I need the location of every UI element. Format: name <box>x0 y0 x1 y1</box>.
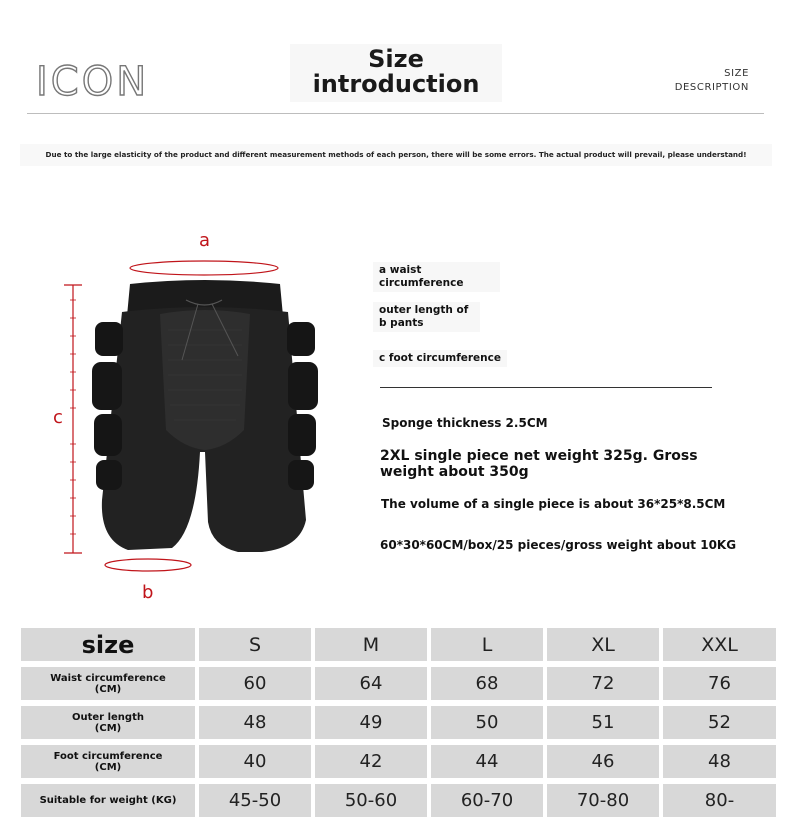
table-cell: 68 <box>431 667 543 700</box>
table-cell: 64 <box>315 667 427 700</box>
spec-waist-line2: circumference <box>379 277 464 289</box>
size-column-m: M <box>315 628 427 661</box>
table-cell: 40 <box>199 745 311 778</box>
table-cell: 49 <box>315 706 427 739</box>
spec-volume: The volume of a single piece is about 36*25*8.5CM <box>381 497 726 511</box>
page-title-line2: introduction <box>312 70 480 98</box>
table-cell: 72 <box>547 667 659 700</box>
table-cell: 42 <box>315 745 427 778</box>
table-row <box>21 667 776 700</box>
spec-weight <box>380 448 710 480</box>
table-cell: 70-80 <box>547 784 659 817</box>
spec-outer-length-line2: b pants <box>379 317 424 329</box>
size-column-xl: XL <box>547 628 659 661</box>
size-column-s: S <box>199 628 311 661</box>
size-column-xxl: XXL <box>663 628 776 661</box>
row-label-foot: Foot circumference (CM) <box>21 745 195 778</box>
row-label-weight: Suitable for weight (KG) <box>21 784 195 817</box>
table-cell: 50-60 <box>315 784 427 817</box>
padded-shorts-image <box>92 280 318 552</box>
spec-weight-line1: 2XL single piece net weight 325g. Gross <box>380 448 698 464</box>
spec-sponge: Sponge thickness 2.5CM <box>382 416 548 430</box>
brand-logo-text: ICON <box>36 59 150 105</box>
spec-weight-line2: weight about 350g <box>380 464 529 480</box>
table-row <box>21 706 776 739</box>
size-column-l: L <box>431 628 543 661</box>
size-table <box>17 622 780 823</box>
spec-outer-length-line1: outer length of <box>379 304 469 316</box>
table-row <box>21 784 776 817</box>
size-table-header: size <box>21 628 195 661</box>
foot-marker <box>105 559 191 571</box>
label-b: b <box>142 582 154 603</box>
size-description-line2: DESCRIPTION <box>674 82 749 93</box>
spec-divider <box>380 387 712 388</box>
table-cell: 80- <box>663 784 776 817</box>
table-cell: 60-70 <box>431 784 543 817</box>
size-table-header-row <box>21 628 776 661</box>
table-cell: 52 <box>663 706 776 739</box>
table-cell: 76 <box>663 667 776 700</box>
table-cell: 48 <box>663 745 776 778</box>
spec-outer-length <box>373 302 480 332</box>
spec-waist-line1: a waist <box>379 264 422 276</box>
size-description-line1: SIZE <box>724 68 749 79</box>
page-title-line1: Size <box>368 45 424 73</box>
spec-foot: c foot circumference <box>373 350 507 367</box>
table-cell: 50 <box>431 706 543 739</box>
table-cell: 44 <box>431 745 543 778</box>
label-c: c <box>53 407 63 428</box>
table-cell: 46 <box>547 745 659 778</box>
table-cell: 51 <box>547 706 659 739</box>
table-cell: 45-50 <box>199 784 311 817</box>
spec-waist <box>373 262 500 292</box>
row-label-outer-length: Outer length (CM) <box>21 706 195 739</box>
table-row <box>21 745 776 778</box>
label-a: a <box>199 230 211 251</box>
table-cell: 60 <box>199 667 311 700</box>
waist-marker <box>130 261 278 275</box>
row-label-waist: Waist circumference (CM) <box>21 667 195 700</box>
table-cell: 48 <box>199 706 311 739</box>
spec-box: 60*30*60CM/box/25 pieces/gross weight about 10KG <box>380 538 737 552</box>
disclaimer-notice: Due to the large elasticity of the product and different measurement methods of each person, there will be some errors. The actual product will prevail, please understand! <box>20 144 772 166</box>
